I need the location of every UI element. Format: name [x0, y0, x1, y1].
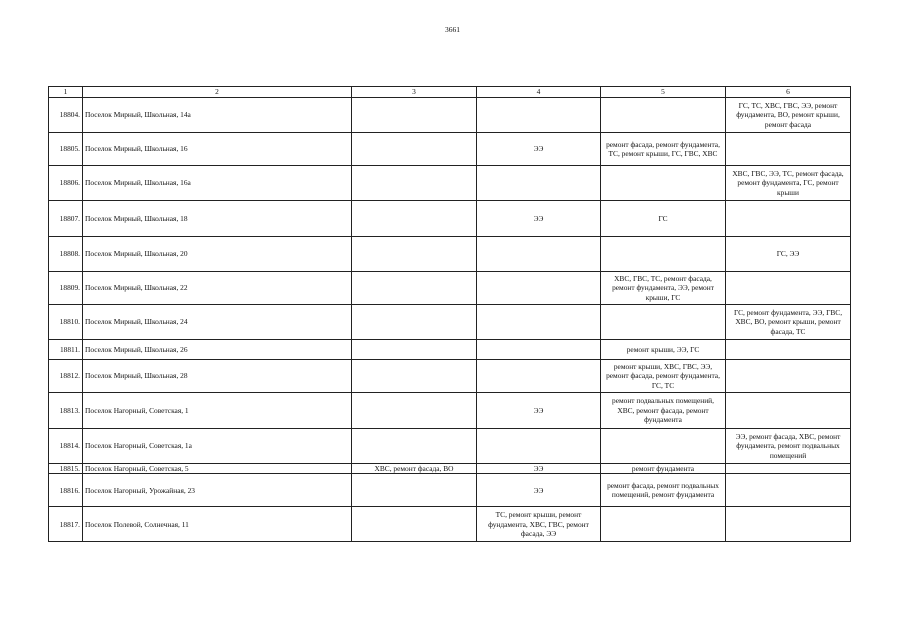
table-row — [49, 360, 851, 393]
row-number: 18805. — [49, 133, 83, 166]
column-6-cell — [726, 393, 851, 429]
row-number: 18808. — [49, 237, 83, 272]
column-5-cell: ремонт подвальных помещений, ХВС, ремонт фасада, ремонт фундамента — [601, 393, 726, 429]
column-5-cell — [601, 166, 726, 201]
column-3-cell — [352, 360, 477, 393]
table-row — [49, 340, 851, 360]
column-number: 1 — [49, 87, 83, 98]
address-cell: Поселок Мирный, Школьная, 14а — [83, 98, 352, 133]
column-4-cell: ЭЭ — [477, 474, 601, 507]
table-row — [49, 474, 851, 507]
column-6-cell: ЭЭ, ремонт фасада, ХВС, ремонт фундамента, ремонт подвальных помещений — [726, 429, 851, 464]
column-5-cell — [601, 237, 726, 272]
column-4-cell: ЭЭ — [477, 393, 601, 429]
column-5-cell — [601, 507, 726, 542]
address-cell: Поселок Нагорный, Советская, 1 — [83, 393, 352, 429]
row-number: 18815. — [49, 464, 83, 474]
table-row — [49, 507, 851, 542]
column-3-cell — [352, 474, 477, 507]
column-3-cell — [352, 237, 477, 272]
column-6-cell — [726, 474, 851, 507]
column-6-cell — [726, 272, 851, 305]
column-number: 2 — [83, 87, 352, 98]
column-5-cell — [601, 429, 726, 464]
column-5-cell: ремонт крыши, ЭЭ, ГС — [601, 340, 726, 360]
column-6-cell — [726, 464, 851, 474]
column-number: 6 — [726, 87, 851, 98]
column-number: 3 — [352, 87, 477, 98]
column-number-row — [49, 87, 851, 98]
table-row — [49, 393, 851, 429]
column-4-cell — [477, 98, 601, 133]
row-number: 18813. — [49, 393, 83, 429]
column-3-cell — [352, 507, 477, 542]
row-number: 18807. — [49, 201, 83, 237]
column-6-cell — [726, 360, 851, 393]
row-number: 18816. — [49, 474, 83, 507]
column-4-cell — [477, 305, 601, 340]
address-cell: Поселок Мирный, Школьная, 28 — [83, 360, 352, 393]
column-6-cell: ГС, ЭЭ — [726, 237, 851, 272]
address-cell: Поселок Мирный, Школьная, 16 — [83, 133, 352, 166]
column-3-cell — [352, 272, 477, 305]
column-4-cell — [477, 272, 601, 305]
column-6-cell — [726, 133, 851, 166]
column-3-cell — [352, 429, 477, 464]
column-6-cell: ХВС, ГВС, ЭЭ, ТС, ремонт фасада, ремонт фундамента, ГС, ремонт крыши — [726, 166, 851, 201]
table-row — [49, 429, 851, 464]
row-number: 18809. — [49, 272, 83, 305]
column-6-cell — [726, 340, 851, 360]
row-number: 18806. — [49, 166, 83, 201]
column-4-cell — [477, 340, 601, 360]
column-4-cell — [477, 429, 601, 464]
repair-table — [48, 86, 851, 542]
column-5-cell — [601, 98, 726, 133]
table-row — [49, 464, 851, 474]
column-6-cell — [726, 201, 851, 237]
column-5-cell: ремонт крыши, ХВС, ГВС, ЭЭ, ремонт фасада, ремонт фундамента, ГС, ТС — [601, 360, 726, 393]
column-5-cell: ремонт фасада, ремонт подвальных помещений, ремонт фундамента — [601, 474, 726, 507]
address-cell: Поселок Мирный, Школьная, 20 — [83, 237, 352, 272]
column-3-cell: ХВС, ремонт фасада, ВО — [352, 464, 477, 474]
column-4-cell: ЭЭ — [477, 133, 601, 166]
column-5-cell: ГС — [601, 201, 726, 237]
column-6-cell: ГС, ремонт фундамента, ЭЭ, ГВС, ХВС, ВО, ремонт крыши, ремонт фасада, ТС — [726, 305, 851, 340]
column-3-cell — [352, 201, 477, 237]
table-row — [49, 166, 851, 201]
column-3-cell — [352, 166, 477, 201]
column-3-cell — [352, 98, 477, 133]
row-number: 18804. — [49, 98, 83, 133]
table-row — [49, 98, 851, 133]
column-5-cell — [601, 305, 726, 340]
row-number: 18814. — [49, 429, 83, 464]
table-row — [49, 133, 851, 166]
address-cell: Поселок Мирный, Школьная, 18 — [83, 201, 352, 237]
column-4-cell: ЭЭ — [477, 464, 601, 474]
address-cell: Поселок Мирный, Школьная, 26 — [83, 340, 352, 360]
column-3-cell — [352, 133, 477, 166]
table-row — [49, 201, 851, 237]
column-4-cell: ЭЭ — [477, 201, 601, 237]
column-5-cell: ремонт фасада, ремонт фундамента, ТС, ремонт крыши, ГС, ГВС, ХВС — [601, 133, 726, 166]
column-5-cell: ремонт фундамента — [601, 464, 726, 474]
column-4-cell — [477, 166, 601, 201]
column-5-cell: ХВС, ГВС, ТС, ремонт фасада, ремонт фундамента, ЭЭ, ремонт крыши, ГС — [601, 272, 726, 305]
address-cell: Поселок Нагорный, Советская, 5 — [83, 464, 352, 474]
column-3-cell — [352, 305, 477, 340]
row-number: 18812. — [49, 360, 83, 393]
column-3-cell — [352, 340, 477, 360]
column-3-cell — [352, 393, 477, 429]
address-cell: Поселок Нагорный, Урожайная, 23 — [83, 474, 352, 507]
table-row — [49, 237, 851, 272]
column-4-cell — [477, 237, 601, 272]
row-number: 18811. — [49, 340, 83, 360]
row-number: 18810. — [49, 305, 83, 340]
table-row — [49, 272, 851, 305]
column-number: 5 — [601, 87, 726, 98]
page-number: 3661 — [445, 25, 460, 34]
address-cell: Поселок Мирный, Школьная, 24 — [83, 305, 352, 340]
column-4-cell: ТС, ремонт крыши, ремонт фундамента, ХВС, ГВС, ремонт фасада, ЭЭ — [477, 507, 601, 542]
address-cell: Поселок Нагорный, Советская, 1а — [83, 429, 352, 464]
table-row — [49, 305, 851, 340]
address-cell: Поселок Мирный, Школьная, 22 — [83, 272, 352, 305]
address-cell: Поселок Полевой, Солнечная, 11 — [83, 507, 352, 542]
column-4-cell — [477, 360, 601, 393]
row-number: 18817. — [49, 507, 83, 542]
address-cell: Поселок Мирный, Школьная, 16а — [83, 166, 352, 201]
column-6-cell — [726, 507, 851, 542]
column-6-cell: ГС, ТС, ХВС, ГВС, ЭЭ, ремонт фундамента, ВО, ремонт крыши, ремонт фасада — [726, 98, 851, 133]
column-number: 4 — [477, 87, 601, 98]
